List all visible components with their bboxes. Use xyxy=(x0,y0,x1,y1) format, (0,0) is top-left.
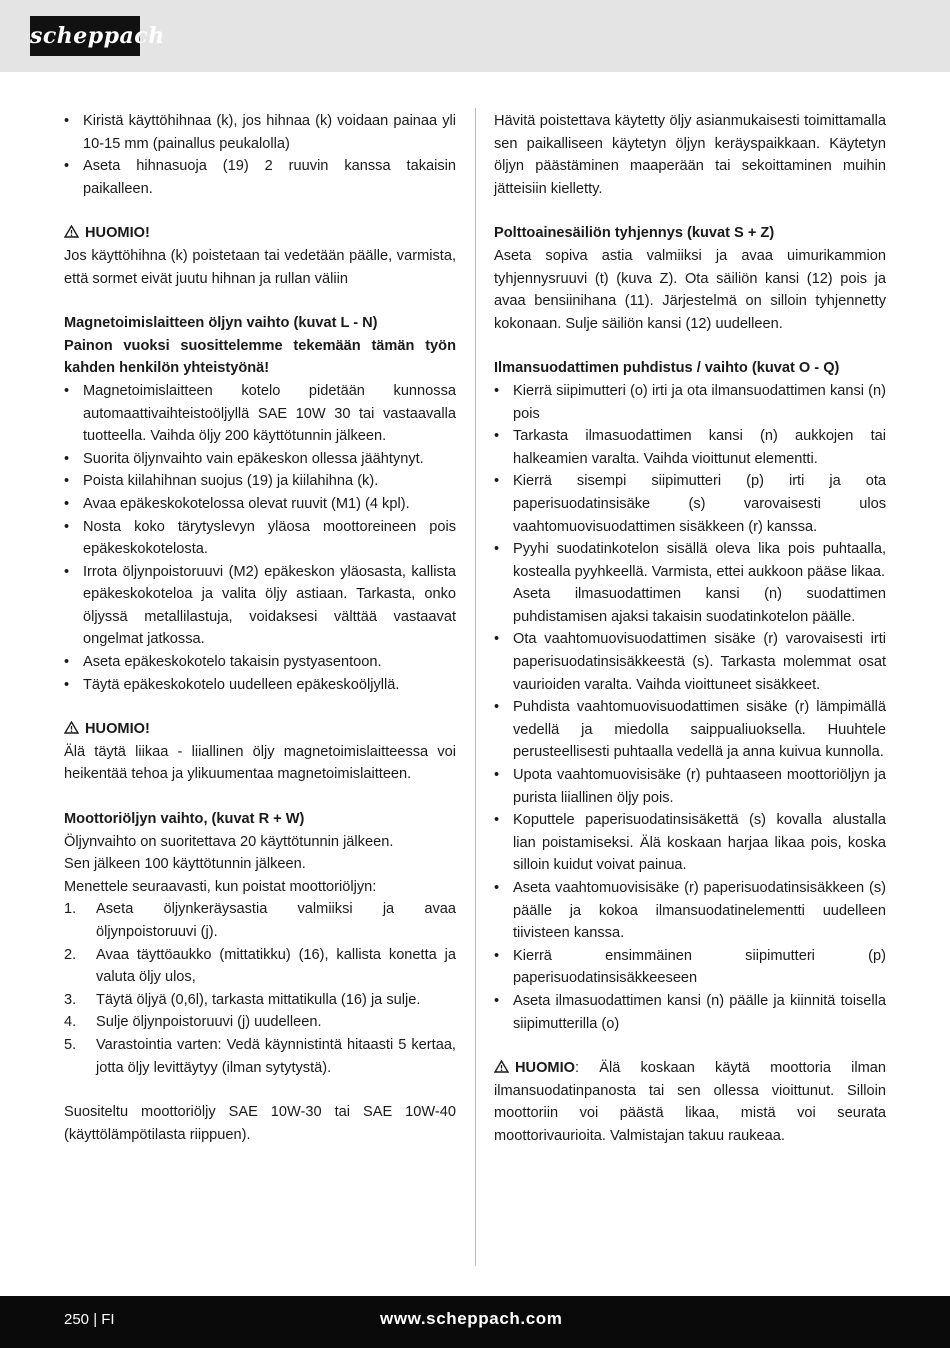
warning-icon xyxy=(64,721,79,734)
section-heading: Magnetoimislaitteen öljyn vaihto (kuvat L - N) xyxy=(64,315,378,332)
list-item: • Aseta epäkeskokotelo takaisin pystyasentoon. xyxy=(64,651,456,674)
list-item: • Aseta vaahtomuovisisäke (r) paperisuodatinsisäkkeen (s) päälle ja kokoa ilmansuodatinelementti uudelleen tiivisteen kanssa. xyxy=(494,877,886,945)
paragraph: Menettele seuraavasti, kun poistat moottoriöljyn: xyxy=(64,878,377,895)
list-item: 2. Avaa täyttöaukko (mittatikku) (16), kallista konetta ja valuta öljy ulos, xyxy=(64,946,456,986)
list-item: • Nosta koko tärytyslevyn yläosa moottoreineen pois epäkeskokotelosta. xyxy=(64,516,456,561)
oil-change-list xyxy=(64,380,456,696)
warning-heading: HUOMIO! xyxy=(64,718,456,741)
list-item: • Kierrä siipimutteri (o) irti ja ota ilmansuodattimen kansi (n) pois xyxy=(494,380,886,425)
list-item: • Puhdista vaahtomuovisuodattimen sisäke (r) lämpimällä vedellä ja miedolla saippualiuoksella. Huuhtele perusteellisesti puhtaalla vedellä ja anna kuivua kunnolla. xyxy=(494,696,886,764)
warning-icon xyxy=(64,225,79,238)
intro-list xyxy=(64,110,456,200)
website-link[interactable]: www.scheppach.com xyxy=(380,1309,563,1328)
list-item: • Poista kiilahihnan suojus (19) ja kiilahihna (k). xyxy=(64,470,456,493)
list-item: • Suorita öljynvaihto vain epäkeskon ollessa jäähtynyt. xyxy=(64,448,456,471)
header-bar xyxy=(0,0,950,72)
paragraph: Suositeltu moottoriöljy SAE 10W-30 tai SAE 10W-40 (käyttölämpötilasta riippuen). xyxy=(64,1104,456,1143)
motor-oil-steps xyxy=(64,898,456,1079)
list-item: • Upota vaahtomuovisisäke (r) puhtaaseen moottoriöljyn ja purista liiallinen öljy pois. xyxy=(494,764,886,809)
warning-text: Jos käyttöhihna (k) poistetaan tai vedetään päälle, varmista, että sormet eivät juutu hihnan ja rullan väliin xyxy=(64,247,456,287)
section-heading: Moottoriöljyn vaihto, (kuvat R + W) xyxy=(64,811,305,828)
warning-icon xyxy=(494,1060,509,1073)
left-column xyxy=(64,110,456,1146)
list-item: 5. Varastointia varten: Vedä käynnistintä hitaasti 5 kertaa, jotta öljy levittäytyy (ilman sytytystä). xyxy=(64,1036,456,1076)
footer-bar xyxy=(0,1296,950,1348)
list-item: • Ota vaahtomuovisuodattimen sisäke (r) varovaisesti irti paperisuodatinsisäkkeestä (s). Tarkasta molemmat osat vaurioiden varalta. Vaihda vioittuneet sisäkkeet. xyxy=(494,628,886,696)
list-item: • Kierrä sisempi siipimutteri (p) irti ja ota paperisuodatinsisäke (s) varovaisesti ulos vaahtomuovisuodattimen sisäkkeen (r) kanssa. xyxy=(494,470,886,538)
list-item: • Tarkasta ilmasuodattimen kansi (n) aukkojen tai halkeamien varalta. Vaihda vioittunut elementti. xyxy=(494,425,886,470)
list-item: • Irrota öljynpoistoruuvi (M2) epäkeskon yläosasta, kallista epäkeskokoteloa ja valita öljy astiaan. Tarkasta, onko öljyssä metallilastuja, voidaksesi välttää vastaavat ongelmat jatkossa. xyxy=(64,561,456,651)
list-item: • Avaa epäkeskokotelossa olevat ruuvit (M1) (4 kpl). xyxy=(64,493,456,516)
warning-text: Älä täytä liikaa - liiallinen öljy magnetoimislaitteessa voi heikentää tehoa ja ylikuumentaa magnetoimislaitteen. xyxy=(64,743,456,783)
warning-heading: HUOMIO! xyxy=(64,222,456,245)
air-filter-list xyxy=(494,380,886,1035)
list-item: • Aseta hihnasuoja (19) 2 ruuvin kanssa takaisin paikalleen. xyxy=(64,155,456,200)
paragraph: Aseta sopiva astia valmiiksi ja avaa uimurikammion tyhjennysruuvi (t) (kuva Z). Ota säiliön kansi (12) pois ja avaa bensiinihana (11). Järjestelmä on silloin tyhjennetty kokonaan. Sulje säiliön kansi (12) uudelleen. xyxy=(494,247,886,332)
list-item: 3. Täytä öljyä (0,6l), tarkasta mittatikulla (16) ja sulje. xyxy=(64,991,421,1008)
list-item: • Kiristä käyttöhihnaa (k), jos hihnaa (k) voidaan painaa yli 10-15 mm (painallus peukalolla) xyxy=(64,110,456,155)
list-item: • Aseta ilmasuodattimen kansi (n) päälle ja kiinnitä toisella siipimutterilla (o) xyxy=(494,990,886,1035)
column-divider xyxy=(475,108,476,1266)
list-item: • Kierrä ensimmäinen siipimutteri (p) paperisuodatinsisäkkeeseen xyxy=(494,945,886,990)
warning-text: HUOMIO: Älä koskaan käytä moottoria ilman ilmansuodatinpanosta tai sen ollessa vioittunut. Silloin moottoriin voi päästä likaa, mistä voi seurata moottorivaurioita. Valmistajan takuu raukeaa. xyxy=(494,1060,886,1144)
list-item: • Koputtele paperisuodatinsisäkettä (s) kovalla alustalla lian poistamiseksi. Älä koskaan harjaa likaa pois, koska silloin kuidut voivat painua. xyxy=(494,809,886,877)
section-heading: Polttoainesäiliön tyhjennys (kuvat S + Z) xyxy=(494,225,775,242)
list-item: • Täytä epäkeskokotelo uudelleen epäkeskoöljyllä. xyxy=(64,674,456,697)
list-item: 4. Sulje öljynpoistoruuvi (j) uudelleen. xyxy=(64,1014,322,1031)
paragraph: Öljynvaihto on suoritettava 20 käyttötunnin jälkeen. xyxy=(64,833,394,850)
section-heading: Ilmansuodattimen puhdistus / vaihto (kuvat O - Q) xyxy=(494,360,840,377)
page-number: 250 | FI xyxy=(64,1311,115,1328)
section-subheading: Painon vuoksi suosittelemme tekemään tämän työn kahden henkilön yhteistyönä! xyxy=(64,337,456,377)
list-item: • Magnetoimislaitteen kotelo pidetään kunnossa automaattivaihteistoöljyllä SAE 10W 30 tai vastaavalla tuotteella. Vaihda öljy 200 käyttötunnin jälkeen. xyxy=(64,380,456,448)
list-item: • Pyyhi suodatinkotelon sisällä oleva lika pois puhtaalla, kostealla pyyhkeellä. Varmista, ettei aukkoon pääse likaa. Aseta ilmasuodattimen kansi (n) suodattimen puhdistamisen ajaksi takaisin suodatinkotelon päälle. xyxy=(494,538,886,628)
list-item: 1. Aseta öljynkeräysastia valmiiksi ja avaa öljynpoistoruuvi (j). xyxy=(64,901,456,940)
paragraph: Sen jälkeen 100 käyttötunnin jälkeen. xyxy=(64,856,306,873)
paragraph: Hävitä poistettava käytetty öljy asianmukaisesti toimittamalla sen paikalliseen käytetyn öljyn keräyspaikkaan. Käytetyn öljyn päästäminen maaperään tai sekoittaminen muihin jätteisiin kielletty. xyxy=(494,113,886,197)
brand-logo: scheppach xyxy=(30,16,140,56)
warning-label: HUOMIO xyxy=(515,1060,575,1077)
right-column xyxy=(494,110,886,1148)
